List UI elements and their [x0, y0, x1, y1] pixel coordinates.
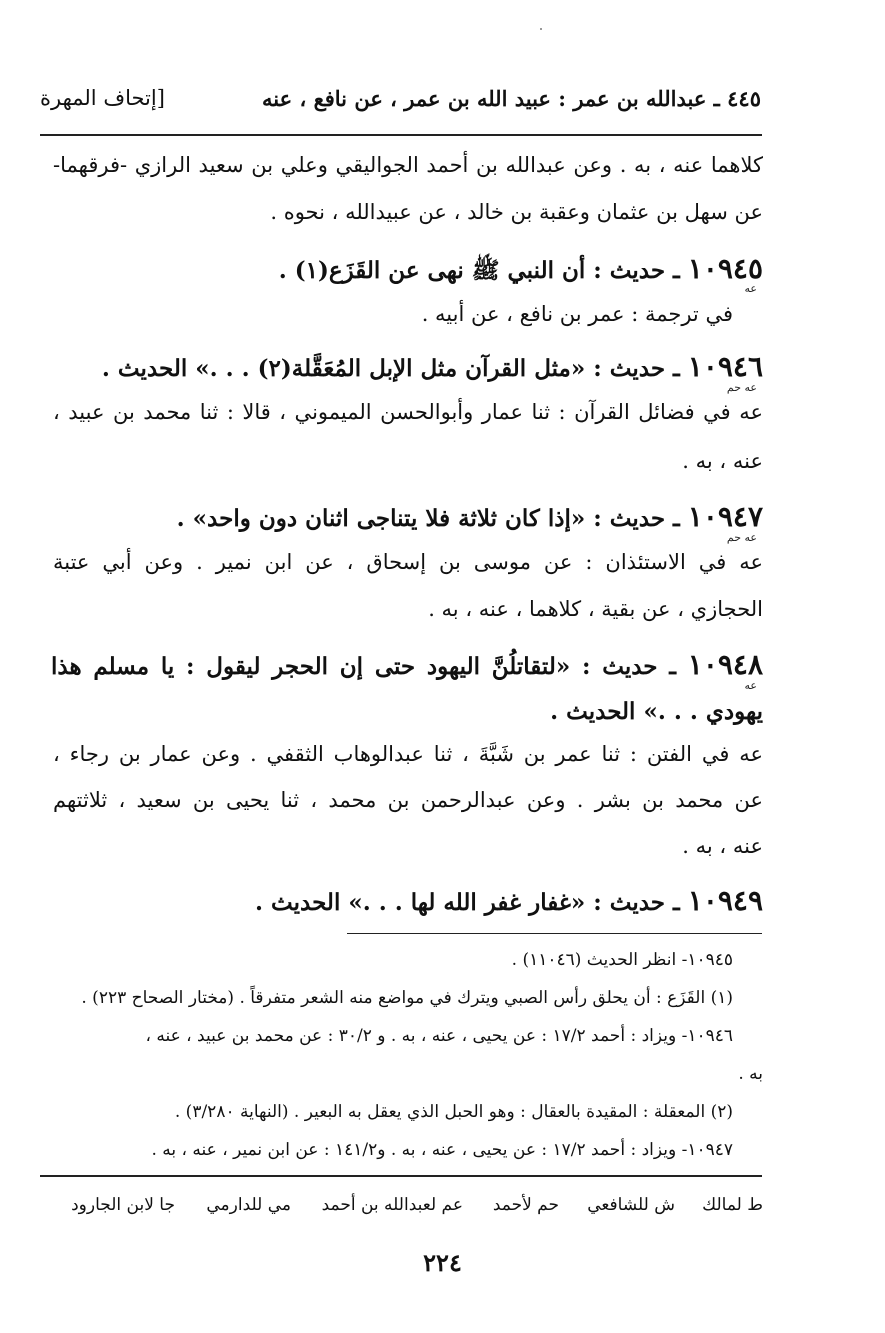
entry-heading-text: ـ حديث : «لتقاتلُنَّ اليهود حتى إن الحجر ليقول : يا مسلم هذا — [51, 653, 677, 680]
footnote: (٢) المعقلة : المقيدة بالعقال : وهو الحبل الذي يعقل به البعير . (النهاية ٣/٢٨٠) . — [174, 1102, 733, 1122]
entry-line: عه في فضائل القرآن : ثنا عمار وأبوالحسن الميموني ، قالا : ثنا محمد بن عبيد ، — [53, 400, 763, 424]
entry-number: ١٠٩٤٥ — [687, 252, 763, 285]
entry-line: عه في الفتن : ثنا عمر بن شَبَّةَ ، ثنا عبدالوهاب الثقفي . وعن عمار بن رجاء ، — [53, 742, 763, 766]
entry-symbol: عه حم — [726, 381, 757, 394]
entry-heading-10948 — [51, 648, 763, 681]
entry-line: عن محمد بن بشر . وعن عبدالرحمن بن محمد ، ثنا يحيى بن سعيد ، ثلاثتهم — [53, 788, 763, 812]
abbreviation-key — [51, 1195, 763, 1225]
header-title: ٤٤٥ ـ عبدالله بن عمر : عبيد الله بن عمر ، عن نافع ، عنه — [262, 86, 761, 111]
running-header — [40, 86, 761, 122]
entry-heading-text: ـ حديث : «مثل القرآن مثل الإبل المُعَقَّلة(٢) . . .» الحديث . — [101, 355, 680, 382]
entry-line: الحجازي ، عن بقية ، كلاهما ، عنه ، به . — [428, 597, 763, 621]
entry-heading-10947 — [177, 500, 763, 533]
entry-heading-continued: يهودي . . .» الحديث . — [550, 698, 763, 725]
entry-heading-text: ـ حديث : «إذا كان ثلاثة فلا يتناجى اثنان دون واحد» . — [176, 505, 680, 532]
entry-number: ١٠٩٤٩ — [687, 884, 763, 917]
entry-symbol: عه — [744, 282, 757, 295]
abbreviation-item: عم لعبدالله بن أحمد — [321, 1195, 463, 1215]
abbreviation-item: حم لأحمد — [492, 1195, 559, 1215]
entry-line: عه في الاستئذان : عن موسى بن إسحاق ، عن ابن نمير . وعن أبي عتبة — [53, 550, 763, 574]
entry-heading-text: ـ حديث : أن النبي ﷺ نهى عن القَزَع(١) . — [278, 257, 680, 284]
header-book-name: [إتحاف المهرة — [40, 86, 165, 110]
page-number: ٢٢٤ — [423, 1248, 462, 1277]
header-rule — [40, 134, 762, 136]
abbreviation-item: ش للشافعي — [587, 1195, 675, 1215]
footnote: ١٠٩٤٦- ويزاد : أحمد ١٧/٢ : عن يحيى ، عنه ، به . و ٣٠/٢ : عن محمد بن عبيد ، عنه ، — [145, 1026, 733, 1046]
entry-symbol: عه حم — [726, 531, 757, 544]
entry-heading-text: ـ حديث : «غفار غفر الله لها . . .» الحديث . — [255, 889, 680, 916]
entry-line: في ترجمة : عمر بن نافع ، عن أبيه . — [421, 302, 733, 326]
entry-heading-10946 — [102, 350, 763, 383]
entry-heading-10949 — [255, 884, 763, 917]
intro-line-2: عن سهل بن عثمان وعقبة بن خالد ، عن عبيدالله ، نحوه . — [270, 200, 763, 224]
abbreviation-item: ط لمالك — [702, 1195, 763, 1215]
entry-heading-10945 — [279, 252, 763, 290]
entry-number: ١٠٩٤٧ — [687, 500, 763, 533]
abbreviation-item: جا لابن الجارود — [71, 1195, 175, 1215]
footnote-rule — [347, 933, 762, 934]
entry-line: عنه ، به . — [682, 449, 763, 473]
entry-number: ١٠٩٤٦ — [687, 350, 763, 383]
footnote: ١٠٩٤٥- انظر الحديث (١١٠٤٦) . — [511, 950, 733, 970]
entry-number: ١٠٩٤٨ — [687, 648, 763, 681]
footer-rule — [40, 1175, 762, 1177]
footnote: (١) القَزَع : أن يحلق رأس الصبي ويترك في مواضع منه الشعر متفرقاً . (مختار الصحاح ٢٢٣) . — [81, 988, 733, 1008]
entry-line: عنه ، به . — [682, 834, 763, 858]
footnote: ١٠٩٤٧- ويزاد : أحمد ١٧/٢ : عن يحيى ، عنه ، به . و١٤١/٢ : عن ابن نمير ، عنه ، به . — [151, 1140, 733, 1160]
scan-speck — [540, 28, 542, 30]
entry-symbol: عه — [744, 679, 757, 692]
footnote: به . — [738, 1064, 763, 1084]
abbreviation-item: مي للدارمي — [206, 1195, 291, 1215]
intro-line-1: كلاهما عنه ، به . وعن عبدالله بن أحمد الجواليقي وعلي بن سعيد الرازي -فرقهما- — [53, 153, 763, 177]
